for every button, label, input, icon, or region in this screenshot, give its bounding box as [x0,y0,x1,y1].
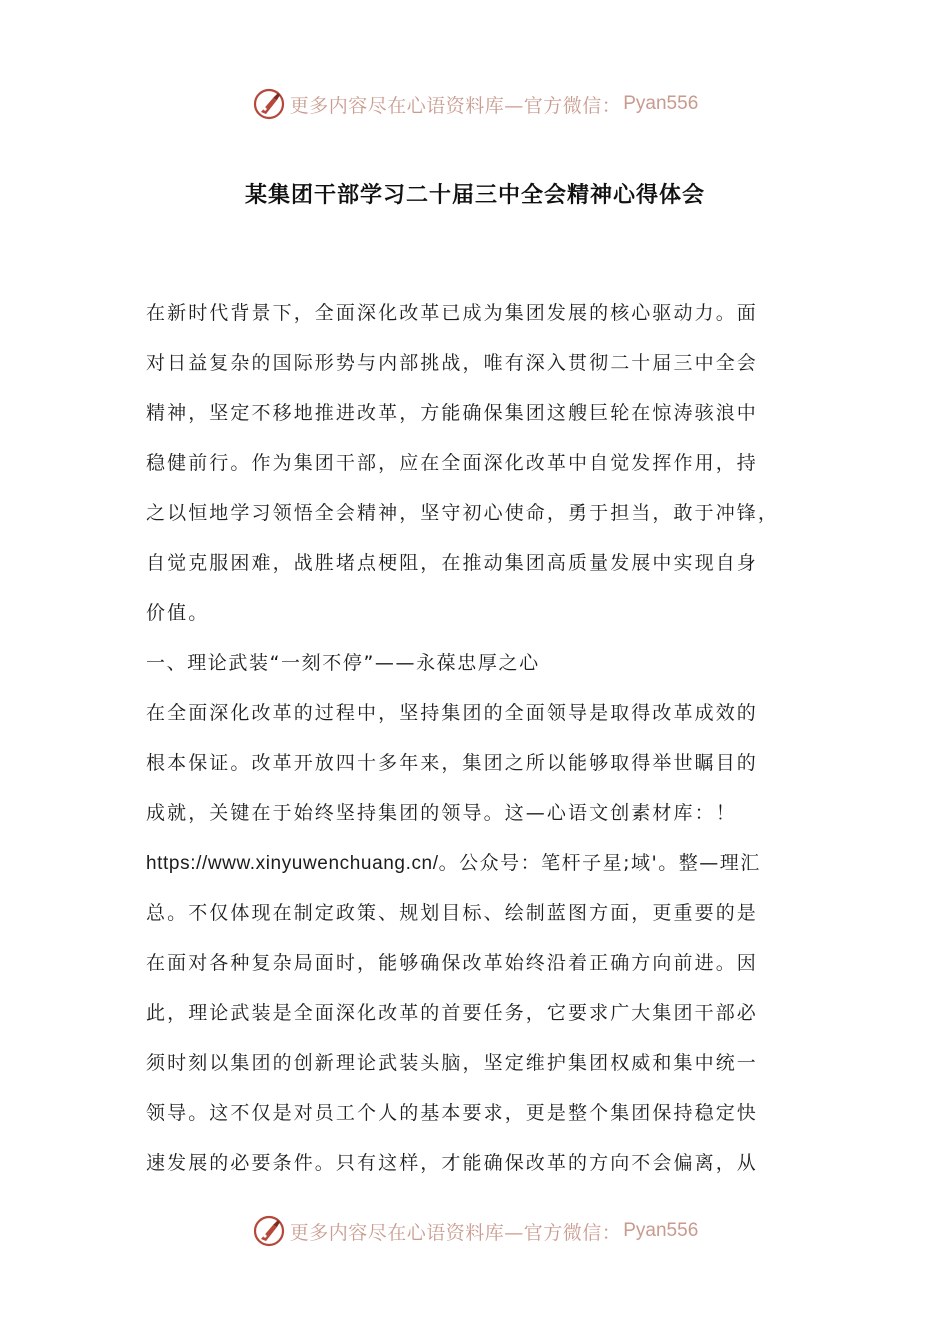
body-line: 速发展的必要条件。只有这样，才能确保改革的方向不会偏离，从 [146,1152,758,1174]
url-line [146,838,816,888]
document-body [146,288,816,1188]
document-title: 某集团干部学习二十届三中全会精神心得体会 [244,183,705,208]
body-line: 稳健前行。作为集团干部，应在全面深化改革中自觉发挥作用，持 [146,452,758,474]
body-line: 之以恒地学习领悟全会精神，坚守初心使命，勇于担当，敢于冲锋， [146,502,780,524]
body-line: 在新时代背景下，全面深化改革已成为集团发展的核心驱动力。面 [146,302,758,324]
watermark-handle: Pyan556 [623,1220,699,1241]
body-line: 此，理论武装是全面深化改革的首要任务，它要求广大集团干部必 [146,1002,758,1024]
body-line: 总。不仅体现在制定政策、规划目标、绘制蓝图方面，更重要的是 [146,902,758,924]
watermark-text: 更多内容尽在心语资料库—官方微信： [289,1221,622,1244]
body-line: 领导。这不仅是对员工个人的基本要求，更是整个集团保持稳定快 [146,1102,758,1124]
watermark-text: 更多内容尽在心语资料库—官方微信： [289,94,622,117]
body-line: 根本保证。改革开放四十多年来，集团之所以能够取得举世瞩目的 [146,752,758,774]
body-line: 对日益复杂的国际形势与内部挑战，唯有深入贯彻二十届三中全会 [146,352,758,374]
body-line: 价值。 [146,602,210,624]
pen-nib-logo-icon [252,1214,286,1248]
header-watermark [0,84,950,124]
body-line: 精神，坚定不移地推进改革，方能确保集团这艘巨轮在惊涛骇浪中 [146,402,758,424]
footer-watermark [0,1211,950,1251]
body-line: 须时刻以集团的创新理论武装头脑，坚定维护集团权威和集中统一 [146,1052,758,1074]
body-line: 自觉克服困难，战胜堵点梗阻，在推动集团高质量发展中实现自身 [146,552,758,574]
body-line: 成就，关键在于始终坚持集团的领导。这—心语文创素材库：！ [146,802,737,824]
body-line: 在面对各种复杂局面时，能够确保改革始终沿着正确方向前进。因 [146,952,758,974]
body-line: 在全面深化改革的过程中，坚持集团的全面领导是取得改革成效的 [146,702,758,724]
watermark-handle: Pyan556 [623,93,699,114]
section-heading: 一、理论武装“一刻不停”——永葆忠厚之心 [146,652,540,674]
pen-nib-logo-icon [252,87,286,121]
source-link[interactable]: https://www.xinyuwenchuang.cn/ [146,853,439,874]
url-line-rest: 。公众号：笔杆子星;域'。整—理汇 [438,852,761,874]
